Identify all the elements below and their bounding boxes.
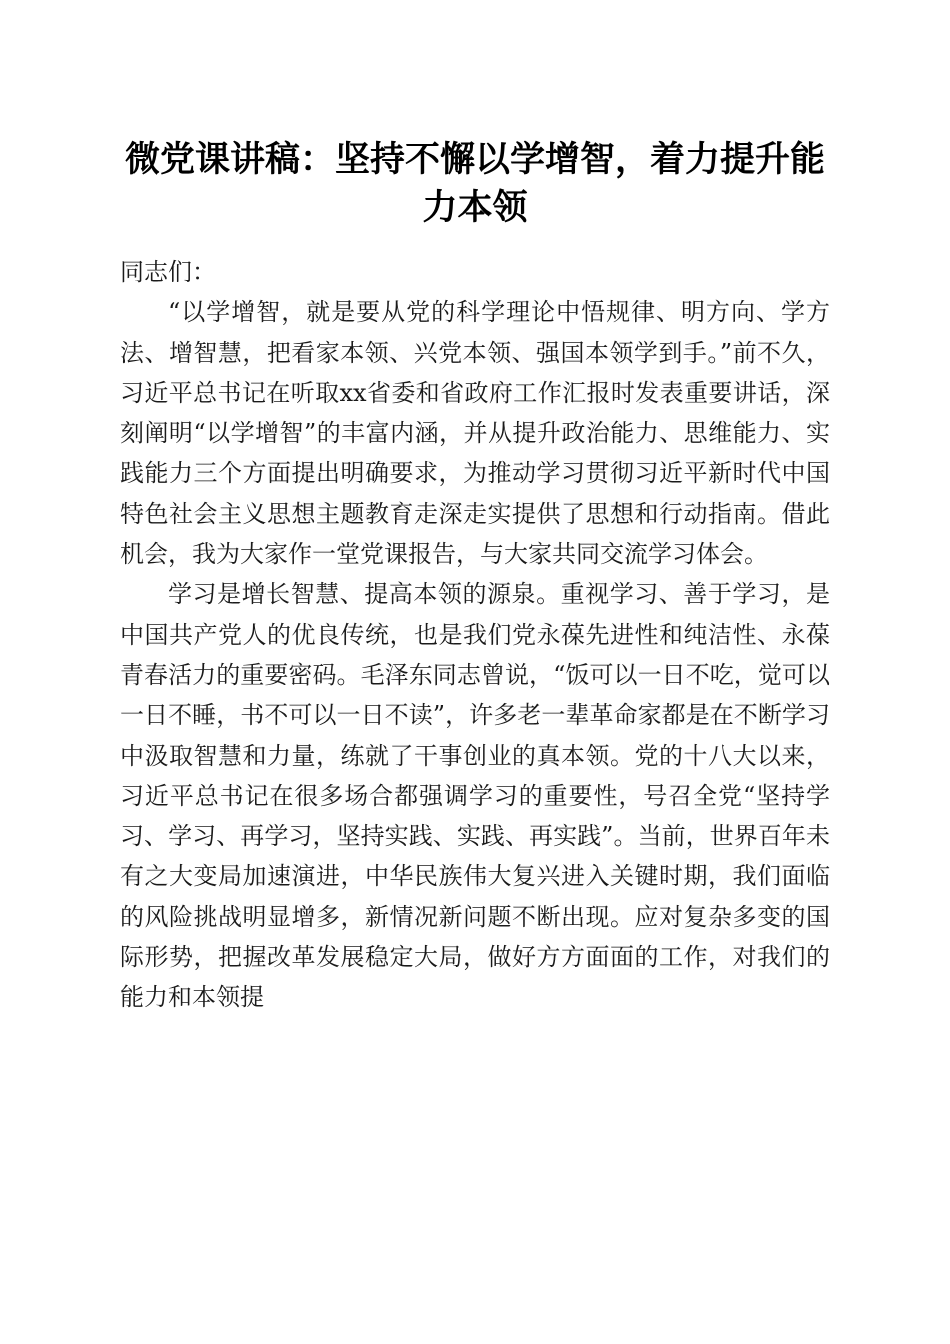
document-body bbox=[120, 252, 830, 1018]
document-title: 微党课讲稿：坚持不懈以学增智，着力提升能力本领 bbox=[124, 139, 825, 228]
paragraph-intro: “以学增智，就是要从党的科学理论中悟规律、明方向、学方法、增智慧，把看家本领、兴党本领、强国本领学到手。”前不久，习近平总书记在听取xx省委和省政府工作汇报时发表重要讲话，深刻阐明“以学增智”的丰富内涵，并从提升政治能力、思维能力、实践能力三个方面提出明确要求，为推动学习贯彻习近平新时代中国特色社会主义思想主题教育走深走实提供了思想和行动指南。借此机会，我为大家作一堂党课报告，与大家共同交流学习体会。 bbox=[120, 298, 830, 569]
paragraph-learning: 学习是增长智慧、提高本领的源泉。重视学习、善于学习，是中国共产党人的优良传统，也是我们党永葆先进性和纯洁性、永葆青春活力的重要密码。毛泽东同志曾说，“饭可以一日不吃，觉可以一日不睡，书不可以一日不读”，许多老一辈革命家都是在不断学习中汲取智慧和力量，练就了干事创业的真本领。党的十八大以来，习近平总书记在很多场合都强调学习的重要性，号召全党“坚持学习、学习、再学习，坚持实践、实践、再实践”。当前，世界百年未有之大变局加速演进，中华民族伟大复兴进入关键时期，我们面临的风险挑战明显增多，新情况新问题不断出现。应对复杂多变的国际形势，把握改革发展稳定大局，做好方方面面的工作，对我们的能力和本领提 bbox=[120, 580, 830, 1012]
salutation: 同志们： bbox=[120, 258, 216, 286]
